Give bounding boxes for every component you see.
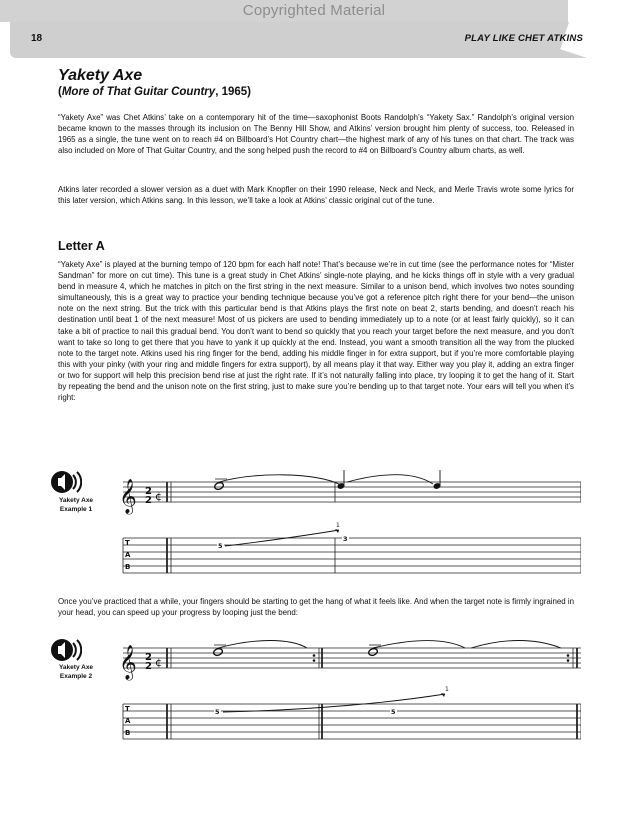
between-paragraph: Once you’ve practiced that a while, your fingers should be starting to get the hang of what it feels like. And when the target note is firmly ingrained in your head, you can speed up your progress by looping just the bend:	[58, 597, 574, 618]
bend-amount: 1	[445, 686, 449, 693]
song-title: Yakety Axe	[58, 67, 143, 84]
tab-letter-a: A	[125, 717, 131, 725]
cut-time-symbol: ¢	[155, 656, 162, 669]
example-1-label: Yakety Axe Example 1	[58, 497, 94, 513]
tab-letter-b: B	[125, 729, 131, 737]
page-number: 18	[31, 33, 43, 44]
copyright-watermark: Copyrighted Material	[242, 2, 386, 19]
tab-fret-number: 5	[391, 708, 396, 716]
tab-letter-b: B	[125, 563, 131, 571]
tab-fret-number: 3	[343, 535, 348, 543]
time-signature-top: 2	[145, 486, 152, 497]
example-2-label: Yakety Axe Example 2	[58, 664, 94, 680]
tab-fret-number: 5	[215, 708, 220, 716]
audio-track-icon	[50, 468, 82, 496]
running-title: PLAY LIKE CHET ATKINS	[464, 33, 583, 44]
time-signature-bottom: 2	[145, 661, 152, 672]
treble-clef-icon: 𝄞	[119, 645, 137, 680]
time-signature-bottom: 2	[145, 495, 152, 506]
bend-amount: 1	[336, 522, 340, 529]
example-1-notation	[115, 470, 581, 580]
tab-letter-t: T	[125, 705, 130, 713]
cut-time-symbol: ¢	[155, 490, 162, 503]
time-signature-top: 2	[145, 652, 152, 663]
tab-fret-number: 5	[218, 542, 223, 550]
intro-paragraph-2: Atkins later recorded a slower version as a duet with Mark Knopfler on their 1990 release, Neck and Neck, and Merle Travis wrote some lyrics for this later version, which Atkins sang. In this lesson, we’ll take a look at Atkins’ classic original cut of the tune.	[58, 185, 574, 206]
tab-letter-t: T	[125, 539, 130, 547]
letter-a-body: “Yakety Axe” is played at the burning tempo of 120 bpm for each half note! That’s because we’re in cut time (see the performance notes for “Mister Sandman” for more on cut time). This tune is a great study in Chet Atkins’ single-note playing, and he kicks things off in style with a very gradual bend in measure 4, which he matches in pitch on the first string in the next measure. Similar to a unison bend, which involves two notes sounding simultaneously, this is a great way to practice your bending technique because you’ve got a reference pitch right there for your bend—the unison note on the next string. But the trick with this particular bend is that Atkins plays the first note on beat 2, starts bending, and doesn’t reach his destination until beat 1 of the next measure! Most of us pickers are used to bending immediately up to a note (or at least fairly quickly), so it can take a bit of practice to nail this gradual bend. You don’t want to bend so quickly that you reach your target before the next measure, and you don’t want to take so long to get there that you have to yank it up quickly at the end. Instead, you want a smooth transition all the way from the plucked note to the target note. Atkins used his ring finger for the bend, adding his middle finger in for extra support, but if you’re more comfortable playing this with your pinky (with your ring and middle fingers for extra support), by all means play it that way. Either way you play it, adding an extra finger or two for support will help this precision bend rise at just the right rate. If it’s not naturally falling into place, try looping it to get the hang of it. Start by repeating the bend and the unison note on the first string, just to make sure you’re bending up to that target note. Your ears will tell you when it’s right:	[58, 260, 574, 403]
treble-clef-icon: 𝄞	[119, 479, 137, 514]
audio-track-icon	[50, 636, 82, 664]
song-subtitle: (More of That Guitar Country, 1965)	[58, 86, 251, 98]
album-title: More of That Guitar Country	[61, 86, 216, 98]
section-heading-letter-a: Letter A	[58, 239, 105, 253]
tab-letter-a: A	[125, 551, 131, 559]
intro-paragraph-1: “Yakety Axe” was Chet Atkins’ take on a contemporary hit of the time—saxophonist Boots Randolph’s “Yakety Sax.” Randolph’s original version became known to the masses through its inclusion on The Benny Hill Show, and Atkins’ version brought him plenty of success, too. Released in 1965 as a single, the tune went on to reach #4 on Billboard’s Hot Country chart—the highest mark of any of his tunes on that chart. The track was also included on More of That Guitar Country, and the song helped push the record to #4 on Billboard’s Country album charts, as well.	[58, 113, 574, 156]
example-2-notation	[115, 636, 581, 746]
